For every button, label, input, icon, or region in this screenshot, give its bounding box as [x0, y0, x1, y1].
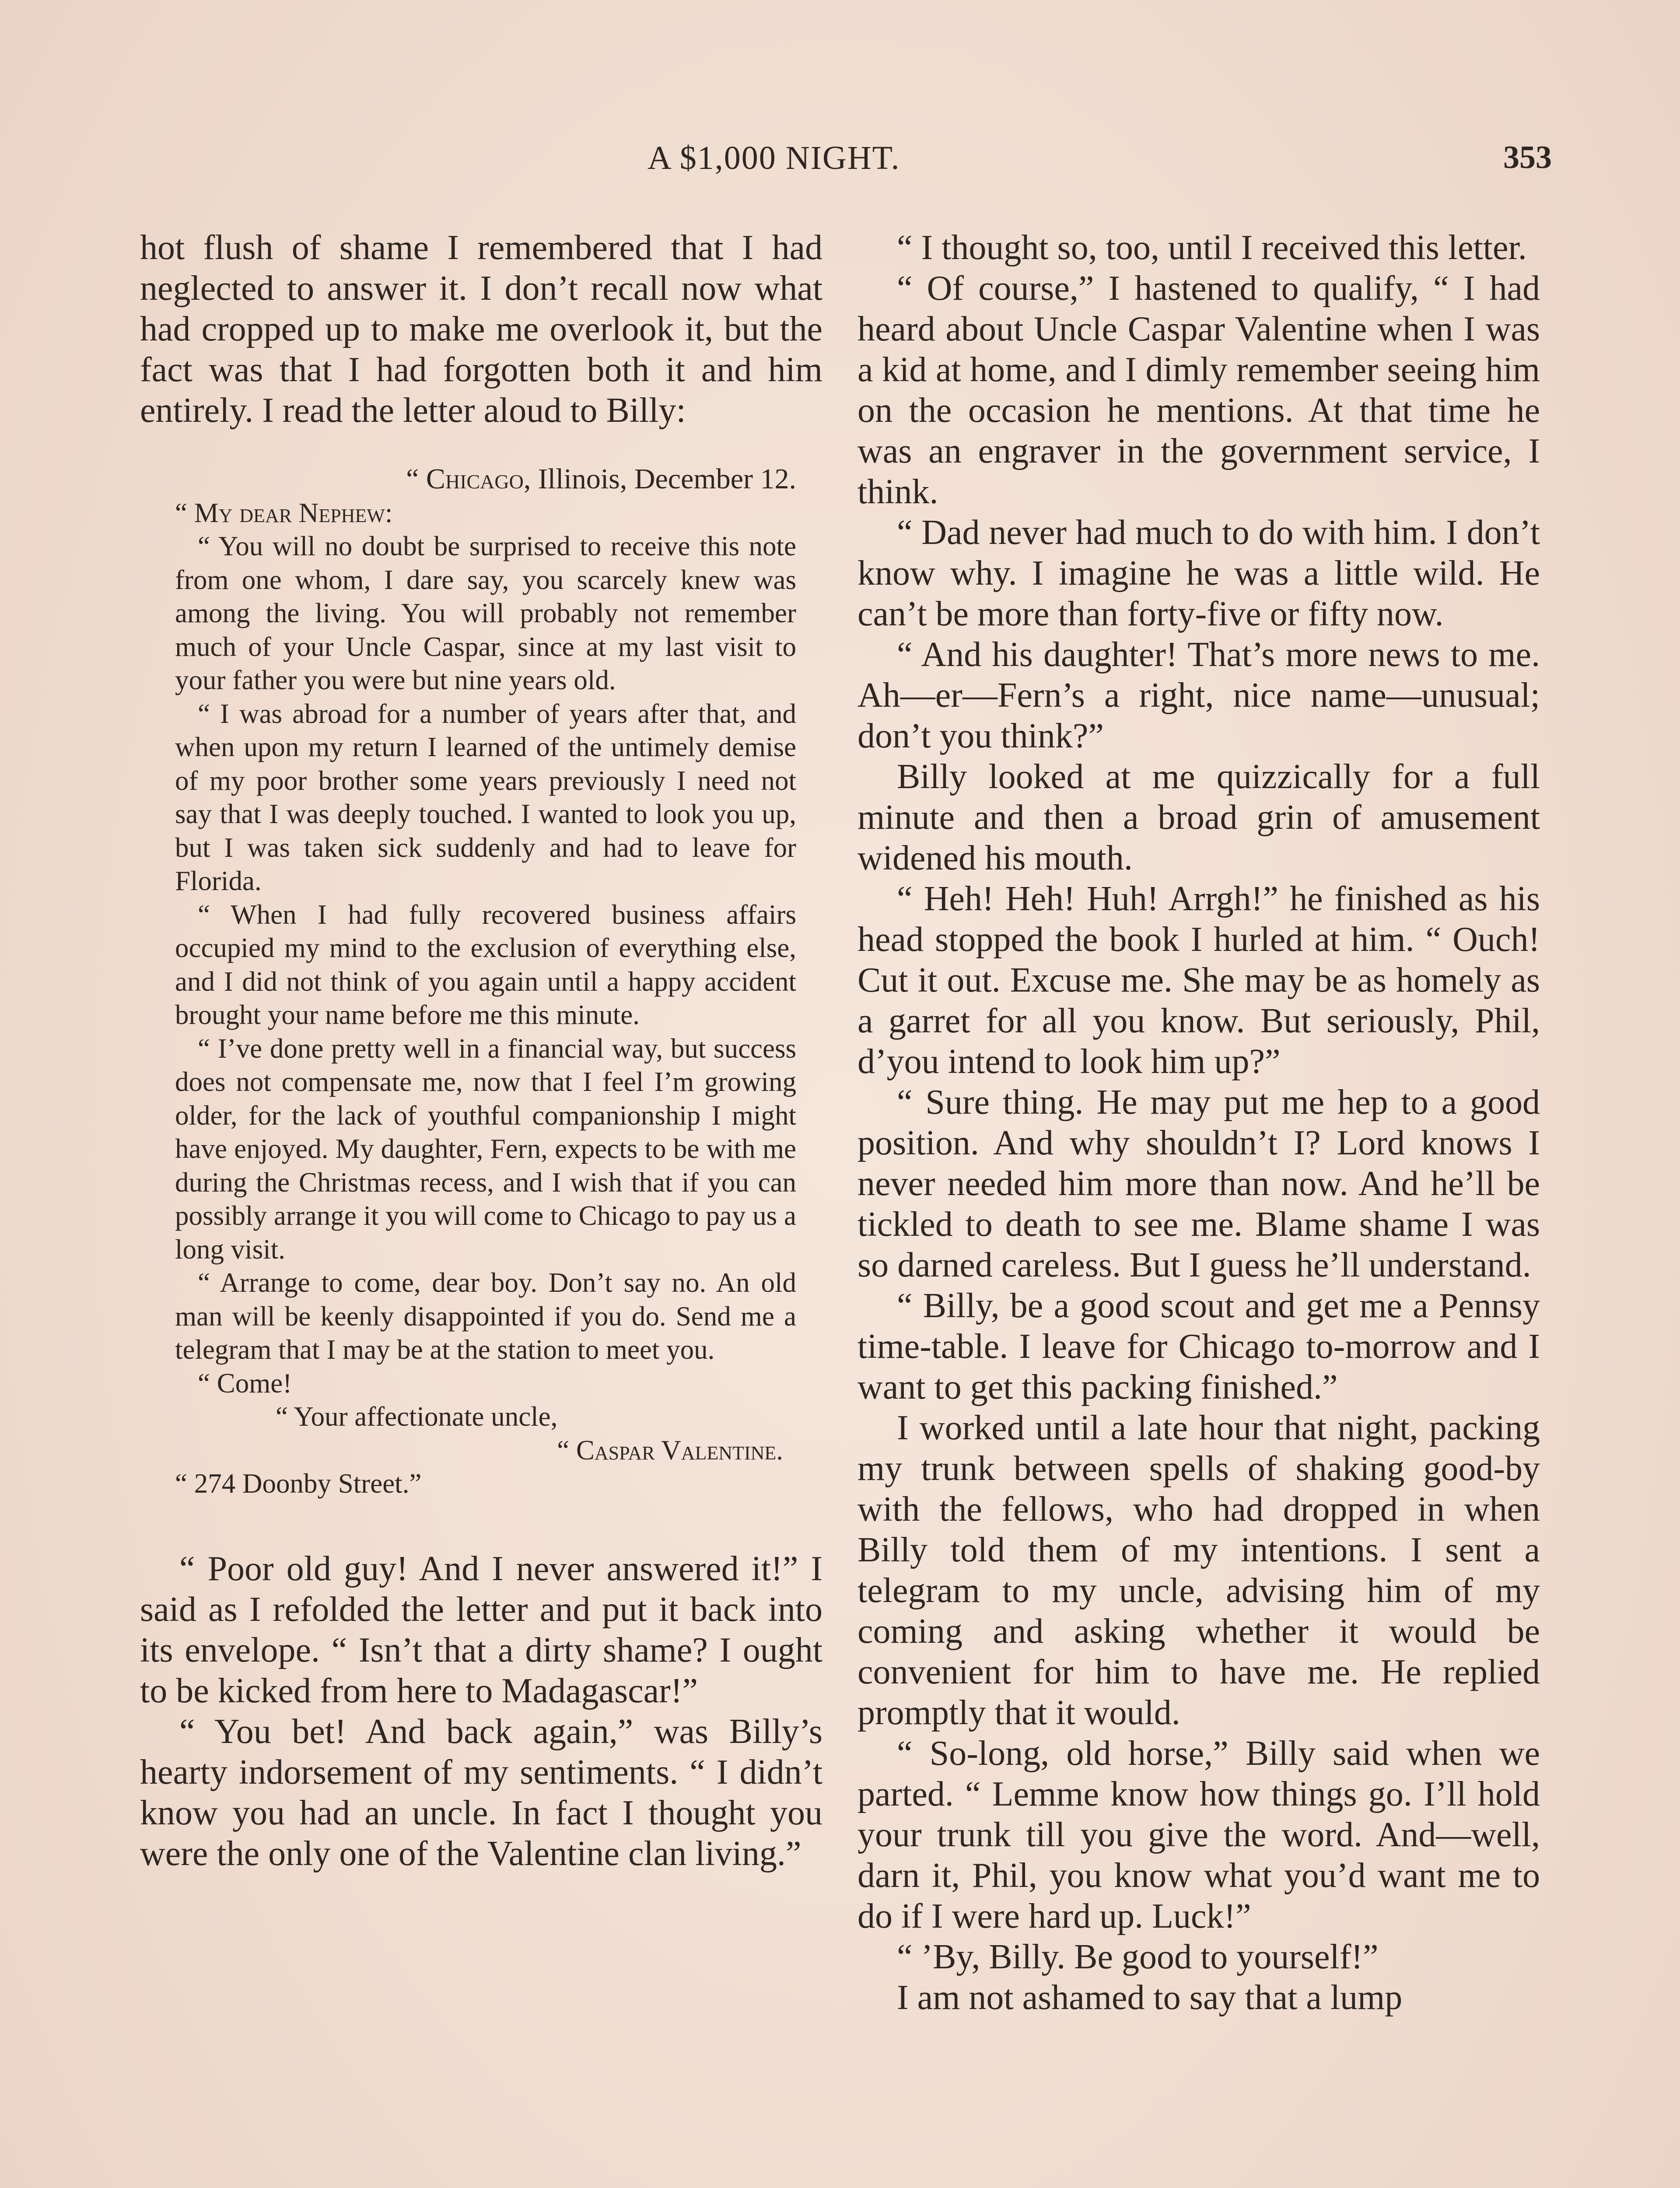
letter-paragraph: “ I’ve done pretty well in a financial way, but success does not compensate me, now that I feel I’m growing older, for the lack of youthful companionship I might have enjoyed. My daughter, Fern, expects to be with me during the Christmas recess, and I wish that if you can possibly arrange it you will come to Chicago to pay us a long visit.	[175, 1033, 796, 1265]
paragraph: “ I thought so, too, until I received this letter.	[897, 228, 1527, 267]
right-column	[858, 228, 1540, 2018]
signature-suffix: .	[776, 1434, 783, 1466]
dateline-rest: , Illinois, December 12.	[523, 463, 796, 495]
paragraph: “ Of course,” I hastened to qualify, “ I had heard about Uncle Caspar Valentine when I was a kid at home, and I dimly remember seeing him on the occasion he mentions. At that time he was an engraver in the government service, I think.	[858, 269, 1540, 511]
salutation-prefix: “	[175, 497, 194, 528]
letter-paragraph: “ You will no doubt be surprised to receive this note from one whom, I dare say, you scarcely knew was among the living. You will probably not remember much of your Uncle Caspar, since at my last visit to your father you were but nine years old.	[175, 531, 796, 695]
signature-name: Caspar Valentine	[576, 1434, 777, 1466]
paragraph: “ You bet! And back again,” was Billy’s hearty indorsement of my sentiments. “ I didn’t know you had an uncle. In fact I thought you were the only one of the Valentine clan living.”	[140, 1712, 822, 1873]
paragraph: I worked until a late hour that night, packing my trunk between spells of shaking good-by with the fellows, who had dropped in when Billy told them of my intentions. I sent a telegram to my uncle, advising him of my coming and asking whether it would be convenient for him to have me. He replied promptly that it would.	[858, 1409, 1540, 1732]
letter-address: “ 274 Doonby Street.”	[175, 1468, 422, 1499]
quoted-letter	[175, 463, 796, 1501]
signature-prefix: “	[557, 1434, 576, 1466]
dateline-open-quote: “	[406, 463, 426, 495]
letter-paragraph: “ When I had fully recovered business affairs occupied my mind to the exclusion of everything else, and I did not think of you again until a happy accident brought your name before me this minute.	[175, 899, 796, 1030]
running-head-title: A $1,000 NIGHT.	[648, 140, 900, 176]
letter-paragraph: “ Come!	[198, 1368, 292, 1399]
salutation-suffix: :	[385, 497, 393, 528]
letter-paragraph: “ I was abroad for a number of years after that, and when upon my return I learned of the untimely demise of my poor brother some years previously I need not say that I was deeply touched. I wanted to look you up, but I was taken sick suddenly and had to leave for Florida.	[175, 698, 796, 896]
letter-salutation	[175, 496, 796, 530]
letter-closing: “ Your affectionate uncle,	[276, 1401, 558, 1432]
paragraph: I am not ashamed to say that a lump	[897, 1978, 1403, 2017]
paragraph: “ Heh! Heh! Huh! Arrgh!” he finished as his head stopped the book I hurled at him. “ Ouch! Cut it out. Excuse me. She may be as homely as a garret for all you know. But seriously, Phil, d’you intend to look him up?”	[858, 880, 1540, 1081]
paragraph: “ So-long, old horse,” Billy said when we parted. “ Lemme know how things go. I’ll hold your trunk till you give the word. And—well, darn it, Phil, you know what you’d want me to do if I were hard up. Luck!”	[858, 1734, 1540, 1936]
paragraph: “ And his daughter! That’s more news to me. Ah—er—Fern’s a right, nice name—unusual; don’t you think?”	[858, 635, 1540, 755]
letter-paragraph: “ Arrange to come, dear boy. Don’t say no. An old man will be keenly disappointed if you do. Send me a telegram that I may be at the station to meet you.	[175, 1267, 796, 1365]
paragraph: “ ’By, Billy. Be good to yourself!”	[897, 1938, 1379, 1976]
dateline-city: Chicago	[426, 463, 524, 495]
paragraph: “ Billy, be a good scout and get me a Pennsy time-table. I leave for Chicago to-morrow and I want to get this packing finished.”	[858, 1287, 1540, 1406]
paragraph: “ Dad never had much to do with him. I don’t know why. I imagine he was a little wild. He can’t be more than forty-five or fifty now.	[858, 513, 1540, 633]
letter-signature	[175, 1434, 796, 1467]
paragraph: Billy looked at me quizzically for a full minute and then a broad grin of amusement widened his mouth.	[858, 757, 1540, 877]
letter-dateline	[175, 463, 796, 496]
paragraph: “ Sure thing. He may put me hep to a good position. And why shouldn’t I? Lord knows I never needed him more than now. And he’ll be tickled to death to see me. Blame shame I was so darned careless. But I guess he’ll understand.	[858, 1083, 1540, 1284]
left-column	[140, 228, 822, 1874]
page-number: 353	[1503, 140, 1552, 175]
salutation-text: My dear Nephew	[194, 497, 385, 528]
paragraph: “ Poor old guy! And I never answered it!” I said as I refolded the letter and put it back into its envelope. “ Isn’t that a dirty shame? I ought to be kicked from here to Madagascar!”	[140, 1549, 822, 1710]
paragraph: hot flush of shame I remembered that I had neglected to answer it. I don’t recall now what had cropped up to make me overlook it, but the fact was that I had forgotten both it and him entirely. I read the letter aloud to Billy:	[140, 228, 822, 430]
